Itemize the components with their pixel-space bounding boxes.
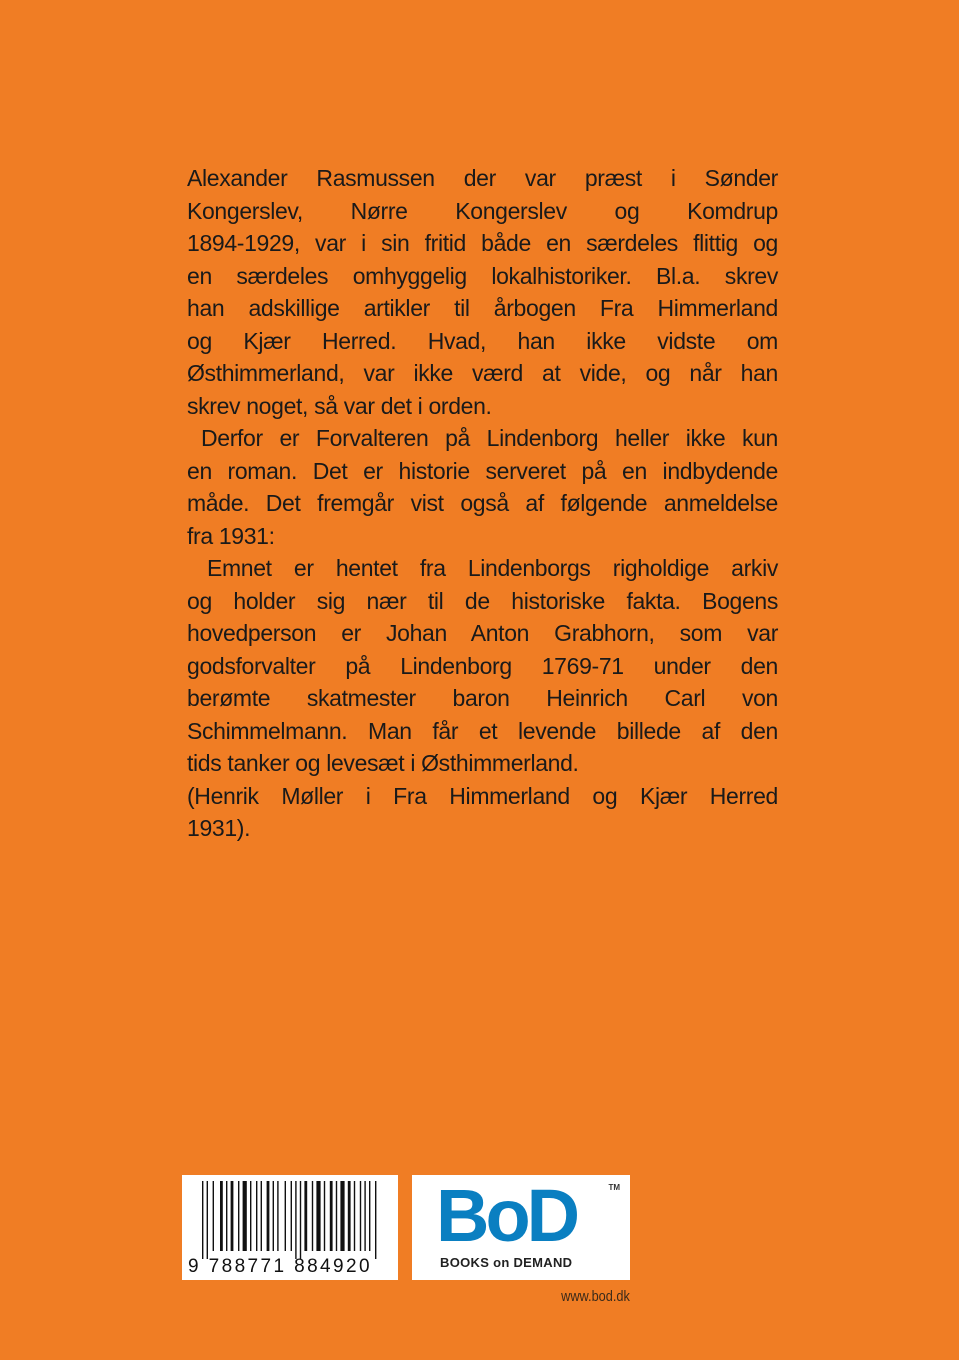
- publisher-url: www.bod.dk: [561, 1288, 630, 1305]
- barcode-bar: [261, 1181, 262, 1251]
- isbn-number: 9 788771 884920: [188, 1256, 372, 1277]
- bod-logo: [412, 1175, 630, 1280]
- paragraph-3-quote: [187, 552, 778, 780]
- barcode-bar: [213, 1181, 214, 1251]
- barcode-bar: [273, 1181, 274, 1251]
- text-line: Østhimmerland, var ikke værd at vide, og når han: [187, 360, 778, 386]
- barcode-bar: [202, 1181, 203, 1259]
- barcode-bar: [267, 1181, 270, 1251]
- text-line: og Kjær Herred. Hvad, han ikke vidste om: [187, 327, 778, 354]
- text-line: Emnet er hentet fra Lindenborgs righoldige arkiv: [207, 555, 778, 581]
- barcode-bar: [304, 1181, 307, 1251]
- text-line: berømte skatmester baron Heinrich Carl von: [187, 685, 778, 711]
- text-line: skrev noget, så var det i orden.: [187, 392, 492, 419]
- barcode-bar: [295, 1181, 296, 1259]
- text-line: (Henrik Møller i Fra Himmerland og Kjær Herred: [187, 782, 778, 809]
- barcode-bar: [364, 1181, 365, 1251]
- barcode-bar: [354, 1181, 355, 1251]
- text-line: Alexander Rasmussen der var præst i Sønder: [187, 165, 778, 191]
- text-line: godsforvalter på Lindenborg 1769-71 under den: [187, 652, 778, 679]
- back-cover-text: [187, 162, 778, 845]
- text-line: Kongerslev, Nørre Kongerslev og Komdrup: [187, 197, 778, 224]
- barcode-bar: [243, 1181, 247, 1251]
- bod-logo-subtitle: BOOKS on DEMAND: [440, 1255, 573, 1270]
- barcode-bar: [285, 1181, 286, 1251]
- barcode-bars: [202, 1181, 382, 1259]
- text-line: Derfor er Forvalteren på Lindenborg heller ikke kun: [201, 425, 778, 451]
- barcode-bar: [256, 1181, 257, 1251]
- text-line: en særdeles omhyggelig lokalhistoriker. Bl.a. skrev: [187, 262, 778, 289]
- paragraph-2: [187, 422, 778, 552]
- barcode-bar: [291, 1181, 292, 1251]
- text-line: 1894-1929, var i sin fritid både en særdeles flittig og: [187, 230, 778, 256]
- text-line: måde. Det fremgår vist også af følgende anmeldelse: [187, 490, 778, 516]
- isbn-barcode: [182, 1175, 398, 1280]
- trademark-symbol: TM: [608, 1183, 620, 1192]
- barcode-bar: [375, 1181, 376, 1259]
- barcode-bar: [336, 1181, 337, 1251]
- barcode-bar: [231, 1181, 234, 1251]
- barcode-bar: [300, 1181, 301, 1259]
- text-line: en roman. Det er historie serveret på en indbydende: [187, 457, 778, 484]
- barcode-bar: [316, 1181, 320, 1251]
- paragraph-4-citation: [187, 780, 778, 845]
- paragraph-1: [187, 162, 778, 422]
- barcode-bar: [207, 1181, 208, 1259]
- barcode-bar: [360, 1181, 361, 1251]
- barcode-bar: [369, 1181, 370, 1251]
- barcode-bar: [312, 1181, 313, 1251]
- barcode-bar: [277, 1181, 278, 1251]
- barcode-bar: [340, 1181, 344, 1251]
- bod-logo-wordmark: BoD: [436, 1174, 577, 1257]
- text-line: hovedperson er Johan Anton Grabhorn, som var: [187, 620, 778, 646]
- text-line: tids tanker og levesæt i Østhimmerland.: [187, 750, 579, 776]
- barcode-bar: [348, 1181, 351, 1251]
- barcode-bar: [330, 1181, 333, 1251]
- text-line: og holder sig nær til de historiske fakta. Bogens: [187, 587, 778, 614]
- text-line: fra 1931:: [187, 522, 275, 549]
- text-line: 1931).: [187, 815, 251, 841]
- barcode-bar: [220, 1181, 223, 1251]
- text-line: han adskillige artikler til årbogen Fra Himmerland: [187, 295, 778, 321]
- barcode-bar: [226, 1181, 227, 1251]
- text-line: Schimmelmann. Man får et levende billede af den: [187, 717, 778, 744]
- barcode-bar: [250, 1181, 251, 1251]
- barcode-bar: [238, 1181, 239, 1251]
- barcode-bar: [324, 1181, 325, 1251]
